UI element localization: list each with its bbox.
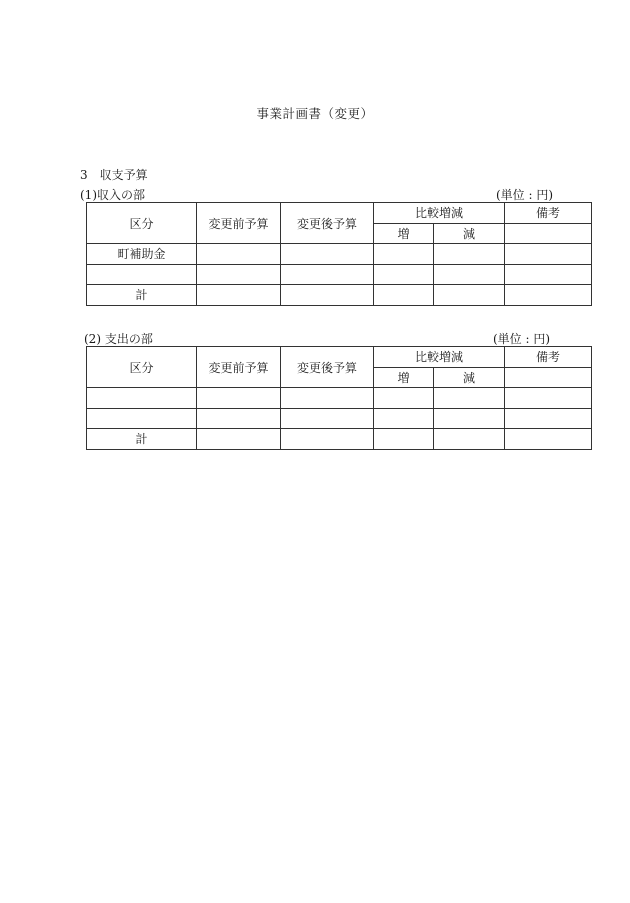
table-cell xyxy=(374,429,434,450)
table-cell xyxy=(374,408,434,429)
table-cell xyxy=(434,388,505,409)
table-cell xyxy=(505,244,592,265)
table-cell xyxy=(434,429,505,450)
header-remarks: 備考 xyxy=(505,347,592,368)
header-before-budget: 変更前予算 xyxy=(197,203,281,244)
income-heading: (1)収入の部 xyxy=(80,188,145,202)
table-cell: 町補助金 xyxy=(87,244,197,265)
table-cell xyxy=(434,408,505,429)
expense-heading: (2) 支出の部 xyxy=(84,332,153,346)
table-cell xyxy=(197,388,281,409)
total-row xyxy=(87,429,592,450)
table-cell xyxy=(197,408,281,429)
table-cell xyxy=(87,408,197,429)
header-after-budget: 変更後予算 xyxy=(281,347,374,388)
table-cell xyxy=(87,264,197,285)
table-cell xyxy=(281,264,374,285)
header-increase: 増 xyxy=(374,223,434,244)
table-cell xyxy=(374,285,434,306)
table-cell xyxy=(197,244,281,265)
table-row xyxy=(87,388,592,409)
income-table xyxy=(86,202,592,306)
table-cell xyxy=(374,244,434,265)
expense-table xyxy=(86,346,592,450)
header-remarks-blank xyxy=(505,367,592,388)
table-cell xyxy=(197,264,281,285)
table-cell xyxy=(281,388,374,409)
table-cell xyxy=(374,388,434,409)
total-row xyxy=(87,285,592,306)
table-cell xyxy=(505,408,592,429)
header-comparison: 比較増減 xyxy=(374,203,505,224)
header-remarks-blank xyxy=(505,223,592,244)
total-label: 計 xyxy=(87,285,197,306)
table-cell xyxy=(434,285,505,306)
page-title: 事業計画書（変更） xyxy=(256,106,374,121)
header-after-budget: 変更後予算 xyxy=(281,203,374,244)
table-cell xyxy=(281,285,374,306)
header-increase: 増 xyxy=(374,367,434,388)
table-cell xyxy=(505,285,592,306)
income-unit-label: (単位 : 円) xyxy=(496,188,554,202)
table-cell xyxy=(434,264,505,285)
header-comparison: 比較増減 xyxy=(374,347,505,368)
header-decrease: 減 xyxy=(434,367,505,388)
table-cell xyxy=(505,429,592,450)
total-label: 計 xyxy=(87,429,197,450)
header-decrease: 減 xyxy=(434,223,505,244)
header-remarks: 備考 xyxy=(505,203,592,224)
table-cell xyxy=(434,244,505,265)
table-cell xyxy=(281,408,374,429)
table-cell xyxy=(197,285,281,306)
header-category: 区分 xyxy=(87,203,197,244)
table-row xyxy=(87,264,592,285)
table-cell xyxy=(374,264,434,285)
table-cell xyxy=(197,429,281,450)
expense-unit-label: (単位 : 円) xyxy=(493,332,551,346)
header-category: 区分 xyxy=(87,347,197,388)
table-cell xyxy=(281,244,374,265)
table-cell xyxy=(505,264,592,285)
header-before-budget: 変更前予算 xyxy=(197,347,281,388)
section-heading: 3 収支予算 xyxy=(80,168,148,182)
table-row xyxy=(87,244,592,265)
table-cell xyxy=(281,429,374,450)
table-cell xyxy=(87,388,197,409)
table-row xyxy=(87,408,592,429)
table-cell xyxy=(505,388,592,409)
